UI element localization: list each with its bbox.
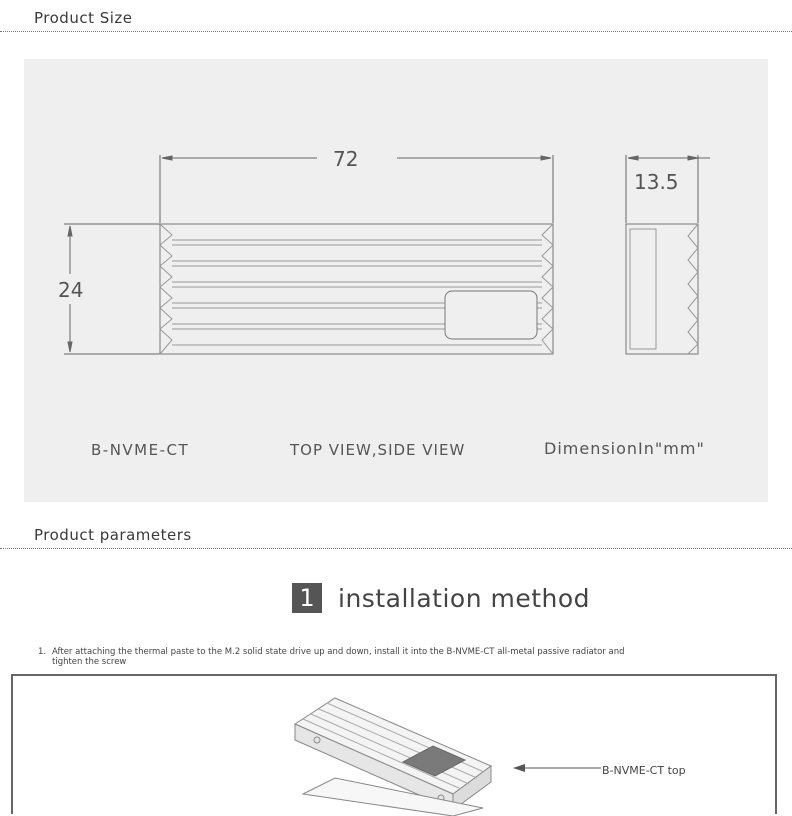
height-dimension-label: 13.5 <box>634 170 679 194</box>
exploded-assembly-illustration <box>13 676 775 816</box>
dimension-drawing-panel <box>24 59 768 502</box>
installation-heading-text: installation method <box>338 583 591 613</box>
arrowhead <box>688 156 698 160</box>
side-fin-profile <box>688 224 698 354</box>
arrowhead <box>628 156 638 160</box>
arrowhead <box>162 156 172 160</box>
step-1-number: 1. <box>38 647 47 657</box>
width-dimension-label: 24 <box>58 278 84 302</box>
section-divider <box>0 31 792 32</box>
section-divider <box>0 548 792 549</box>
length-dimension-label: 72 <box>333 147 359 171</box>
callout-arrow-icon <box>513 764 525 772</box>
side-view-outline <box>626 224 698 354</box>
step-number-badge: 1 <box>292 583 322 613</box>
unit-label: DimensionIn"mm" <box>544 439 705 458</box>
step-1-text-line-1: After attaching the thermal paste to the M.2 solid state drive up and down, install it into the B-NVME-CT all-metal passive radiator and <box>52 647 625 657</box>
installation-illustration-frame <box>11 674 777 814</box>
arrowhead <box>541 156 551 160</box>
product-parameters-title: Product parameters <box>34 526 192 544</box>
installation-heading <box>292 583 590 613</box>
view-label: TOP VIEW,SIDE VIEW <box>290 441 466 459</box>
label-window <box>445 291 537 339</box>
product-size-title: Product Size <box>34 9 133 27</box>
dimension-drawing <box>24 59 768 502</box>
heatsink-top-callout: B-NVME-CT top <box>602 764 686 777</box>
installation-step-1 <box>38 647 778 667</box>
arrowhead <box>68 342 72 352</box>
step-1-text-line-2: tighten the screw <box>52 657 127 667</box>
model-label: B-NVME-CT <box>91 441 190 459</box>
arrowhead <box>68 226 72 236</box>
side-view-inner <box>630 229 656 349</box>
